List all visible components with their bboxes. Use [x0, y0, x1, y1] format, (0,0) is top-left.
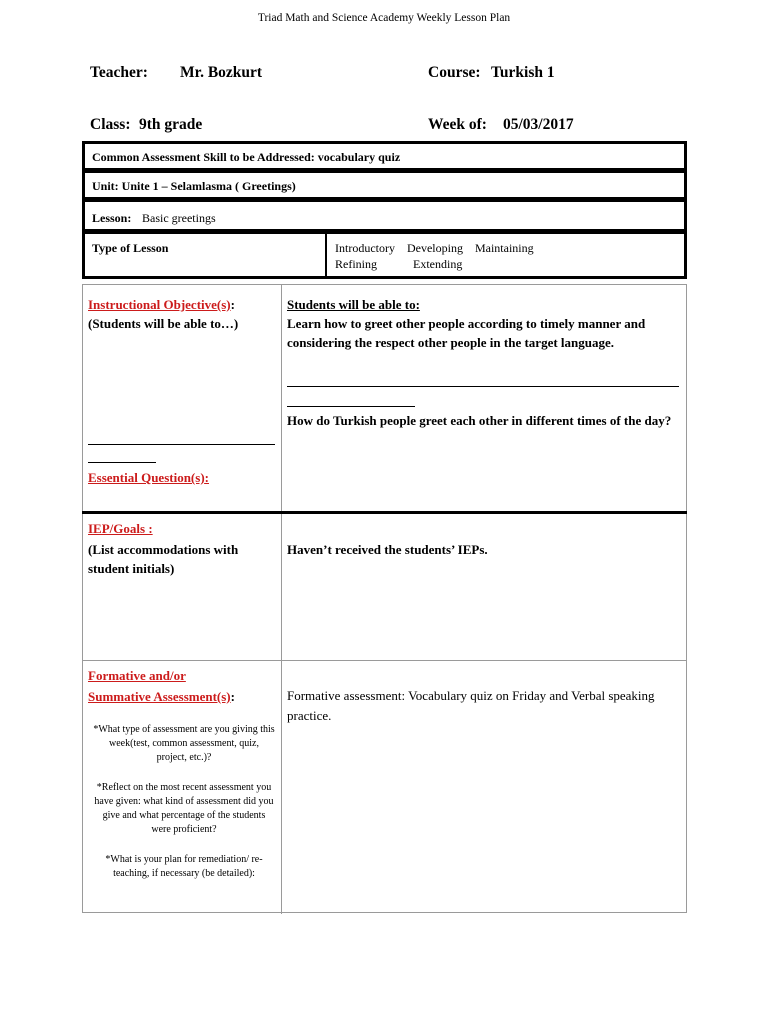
lesson-value: Basic greetings: [142, 211, 216, 225]
assessment-prompt-3: *What is your plan for remediation/ re-teaching, if necessary (be detailed):: [105, 854, 263, 879]
essential-question-text: How do Turkish people greet each other in different times of the day?: [287, 413, 672, 428]
essential-label-wrap: [88, 469, 209, 487]
lesson-label: Lesson:: [92, 211, 132, 225]
teacher-value: Mr. Bozkurt: [180, 64, 263, 81]
objective-label-wrap: [88, 295, 235, 314]
type-of-lesson-row: [82, 231, 687, 279]
objective-colon: :: [230, 297, 235, 312]
type-options-line2: Refining Extending: [335, 257, 463, 271]
course-label: Course:: [428, 64, 481, 81]
assessment-prompt-2: *Reflect on the most recent assessment you have given: what kind of assessment did you give and what percentage of the students were proficient?: [94, 782, 274, 835]
teacher-label: Teacher:: [90, 64, 148, 81]
objective-sub: (Students will be able to…): [88, 316, 239, 331]
unit-row: [82, 170, 687, 200]
assessment-section: [82, 660, 687, 913]
blank-line-2: [88, 462, 156, 463]
objective-text: Learn how to greet other people according to timely manner and considering the respect other people in the target language.: [287, 316, 646, 350]
blank-line-4: [287, 406, 415, 407]
assessment-divider: [281, 661, 282, 914]
iep-text: Haven’t received the students’ IEPs.: [287, 542, 488, 557]
assessment-skill-text: Common Assessment Skill to be Addressed: vocabulary quiz: [92, 150, 401, 164]
objective-label: Instructional Objective(s): [88, 297, 231, 312]
class-value: 9th grade: [139, 116, 203, 133]
assessment-label-line1: Formative and/or: [88, 668, 186, 683]
week-value: 05/03/2017: [503, 116, 574, 133]
blank-line-1: [88, 444, 275, 445]
type-options-line1: Introductory Developing Maintaining: [335, 241, 534, 255]
type-divider: [325, 234, 327, 276]
class-label: Class:: [90, 116, 131, 133]
assessment-text: Formative assessment: Vocabulary quiz on Friday and Verbal speaking practice.: [287, 688, 655, 723]
assessment-colon: :: [230, 689, 235, 704]
objectives-section: [82, 284, 687, 513]
essential-colon: :: [204, 470, 209, 485]
lesson-row: [82, 199, 687, 232]
assessment-prompt-1: *What type of assessment are you giving this week(test, common assessment, quiz, project, etc.)?: [93, 724, 275, 763]
objectives-divider: [281, 285, 282, 514]
type-of-lesson-label: Type of Lesson: [92, 241, 169, 255]
essential-question-label: Essential Question(s): [88, 470, 205, 485]
blank-line-3: [287, 386, 679, 387]
students-able-heading: Students will be able to:: [287, 297, 420, 312]
assessment-skill-row: [82, 141, 687, 171]
course-value: Turkish 1: [491, 64, 555, 81]
assessment-label-wrap: [88, 687, 235, 706]
iep-sub: (List accommodations with student initials): [88, 542, 239, 576]
week-label: Week of:: [428, 116, 487, 133]
iep-goals-label: IEP/Goals :: [88, 521, 153, 536]
document-title: Triad Math and Science Academy Weekly Lesson Plan: [257, 12, 511, 24]
iep-section: [82, 514, 687, 660]
iep-divider: [281, 514, 282, 660]
assessment-label-line2: Summative Assessment(s): [88, 689, 231, 704]
unit-text: Unit: Unite 1 – Selamlasma ( Greetings): [92, 179, 296, 193]
